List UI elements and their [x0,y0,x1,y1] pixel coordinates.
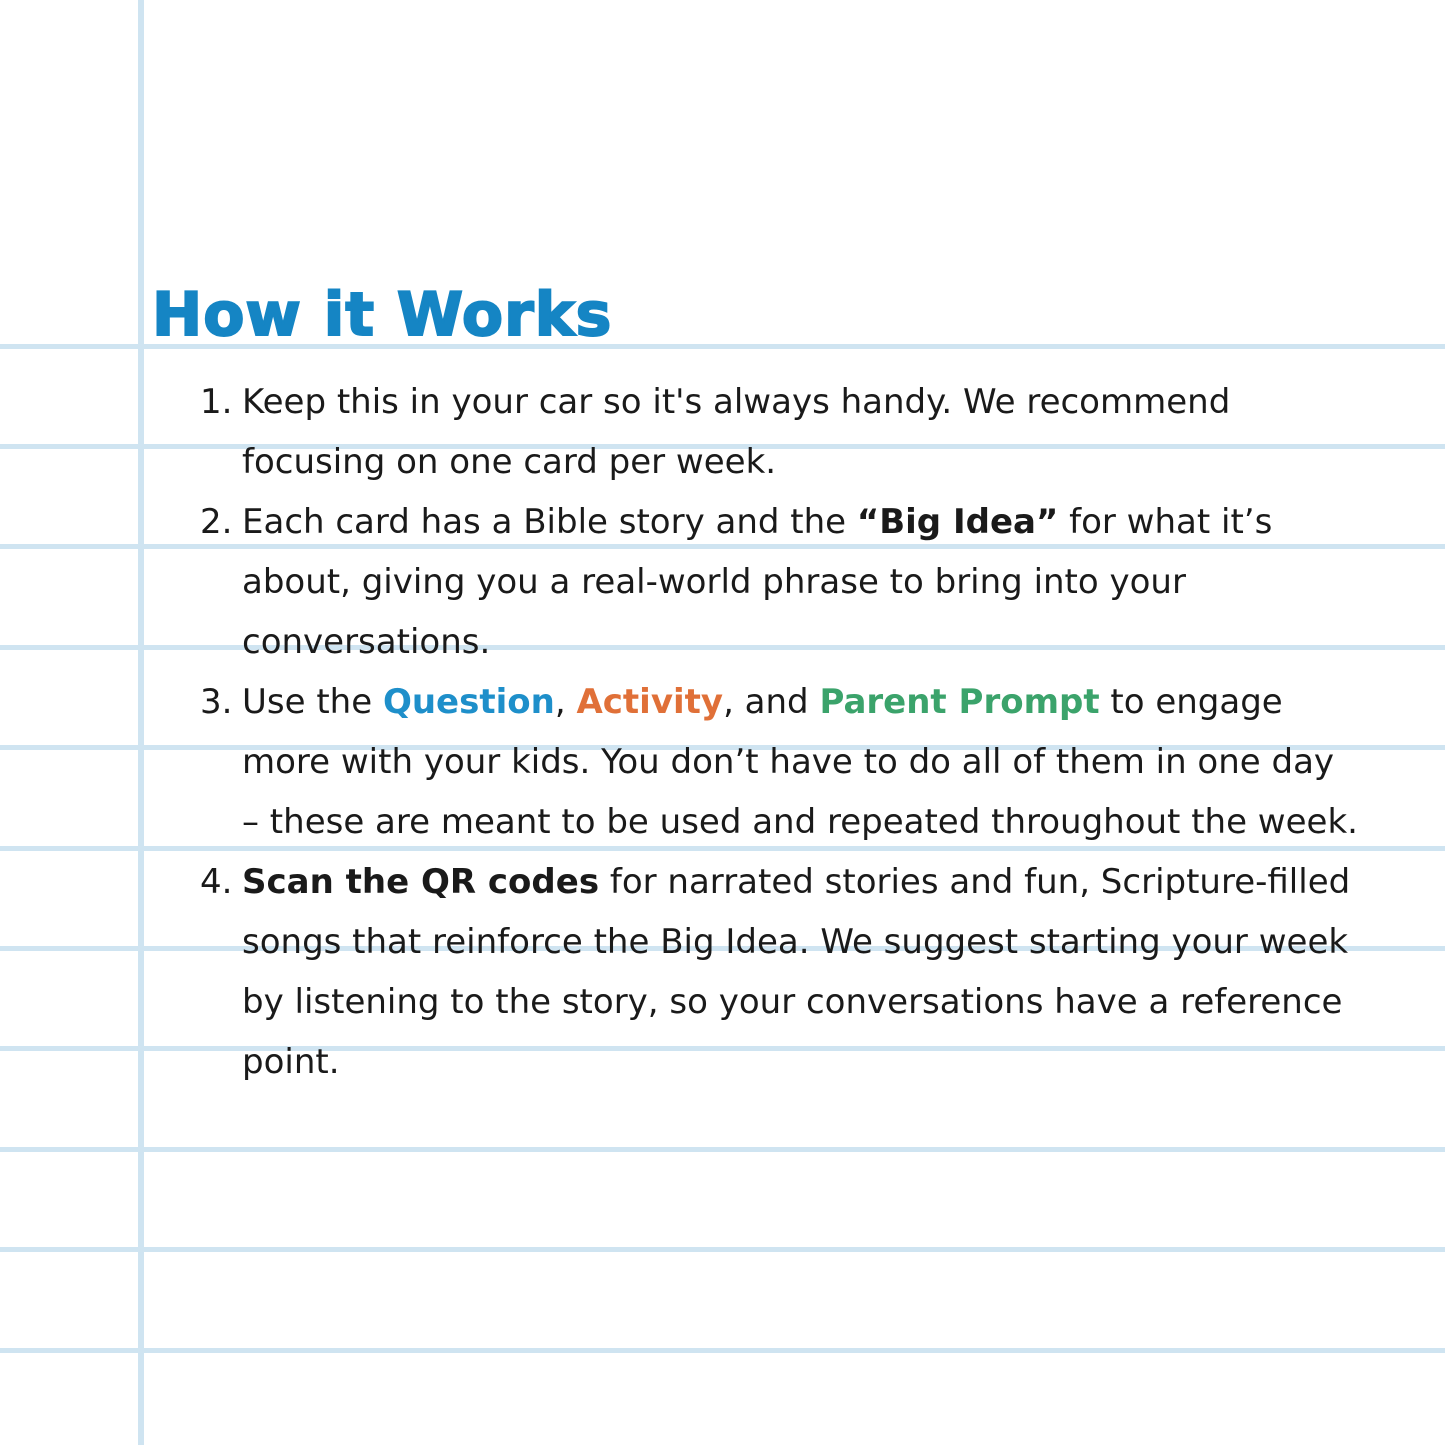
step-number: 2. [200,502,233,542]
step-text: for narrated stories and fun, Scripture-filled songs that reinforce the Big Idea. We suggest starting your week by listening to the story, so your conversations have a reference point. [242,862,1351,1082]
step-number: 4. [200,862,233,902]
step-text: Use the [242,682,383,722]
step-text: Each card has a Bible story and the [242,502,857,542]
steps-list [200,372,1360,1092]
step-text: Keep this in your car so it's always handy. We recommend focusing on one card per week. [242,382,1231,482]
step-2 [200,492,1360,672]
ruled-line [0,1247,1445,1252]
margin-line [138,0,144,1445]
step-text: , and [723,682,820,722]
step-text: to engage more with your kids. You don’t have to do all of them in one day – these are meant to be used and repeated throughout the week. [242,682,1358,842]
big-idea-emphasis: “Big Idea” [856,502,1059,542]
step-1 [200,372,1360,492]
step-text: , [554,682,577,722]
question-highlight: Question [382,682,555,722]
page-title: How it Works [152,280,613,350]
step-3 [200,672,1360,852]
parent-prompt-highlight: Parent Prompt [819,682,1100,722]
ruled-line [0,1348,1445,1353]
scan-qr-emphasis: Scan the QR codes [242,862,600,902]
activity-highlight: Activity [576,682,724,722]
step-text: for what it’s about, giving you a real-world phrase to bring into your conversations. [242,502,1273,662]
step-4 [200,852,1360,1092]
ruled-line [0,1147,1445,1152]
step-number: 1. [200,382,233,422]
step-number: 3. [200,682,233,722]
